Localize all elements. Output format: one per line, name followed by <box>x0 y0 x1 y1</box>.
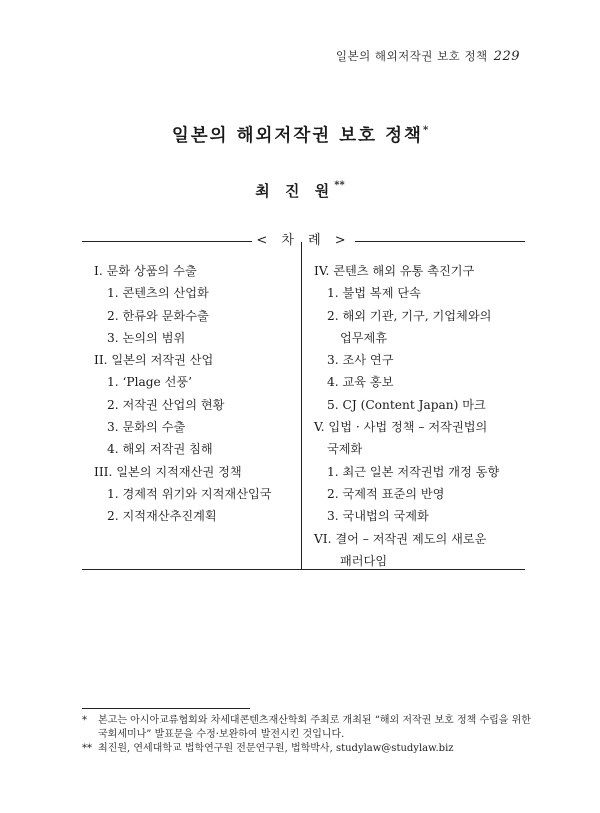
toc-entry: V. 입법 · 사법 정책 – 저작권법의 <box>314 420 488 435</box>
author-name: 최 진 원 <box>255 182 335 200</box>
toc-right-column <box>314 260 499 572</box>
running-head-title: 일본의 해외저작권 보호 정책 <box>335 49 488 63</box>
toc-entry: 국제화 <box>327 442 363 457</box>
toc-entry: 2. 저작권 산업의 현황 <box>107 397 225 412</box>
paper-title <box>0 122 600 147</box>
footnote-2-mark: ** <box>82 743 92 754</box>
footnote-rule <box>82 708 250 709</box>
toc-heading-text: 차 례 <box>281 233 326 248</box>
toc-entry: 업무제휴 <box>340 330 388 345</box>
toc-entry: 3. 국내법의 국제화 <box>327 509 429 524</box>
toc-heading <box>82 232 525 250</box>
footnote-2-text: 최진원, 연세대학교 법학연구원 전문연구원, 법학박사, studylaw@studylaw.biz <box>98 743 454 754</box>
toc-entry: 3. 조사 연구 <box>327 353 394 368</box>
toc-entry: 4. 교육 홍보 <box>327 375 394 390</box>
toc-entry: 5. CJ (Content Japan) 마크 <box>327 397 486 412</box>
toc-entry: 3. 논의의 범위 <box>107 330 186 345</box>
footnote-1 <box>82 714 532 742</box>
author <box>0 180 600 201</box>
footnote-2 <box>82 742 532 756</box>
toc-entry: 2. 국제적 표준의 반영 <box>327 486 445 501</box>
running-head <box>336 48 520 64</box>
toc-entry: 1. 불법 복제 단속 <box>327 286 421 301</box>
toc-left-column <box>94 260 272 528</box>
toc-entry: VI. 결어 – 저작권 제도의 새로운 <box>314 531 487 546</box>
table-of-contents <box>82 233 525 570</box>
toc-entry: II. 일본의 저작권 산업 <box>94 353 214 368</box>
toc-entry: 2. 지적재산추진계획 <box>107 509 217 524</box>
footnote-1-text: 본고는 아시아교류협회와 차세대콘텐츠재산학회 주최로 개최된 “해외 저작권 보호 정책 수립을 위한 국회세미나” 발표문을 수정·보완하여 발전시킨 것입니다. <box>98 715 531 740</box>
toc-entry: 1. 경제적 위기와 지적재산입국 <box>107 486 272 501</box>
footnote-1-mark: * <box>82 715 87 726</box>
toc-right-bracket-icon: > <box>334 233 351 248</box>
toc-left-bracket-icon: < <box>256 233 273 248</box>
toc-entry: 1. 최근 일본 저작권법 개정 동향 <box>327 464 500 479</box>
paper-title-text: 일본의 해외저작권 보호 정책 <box>171 126 423 146</box>
toc-entry: IV. 콘텐츠 해외 유통 촉진기구 <box>314 264 475 278</box>
toc-column-divider <box>301 242 302 569</box>
toc-entry: 1. ‘Plage 선풍’ <box>107 375 193 390</box>
title-footnote-mark: * <box>422 125 429 136</box>
toc-entry: I. 문화 상품의 수출 <box>94 264 197 278</box>
toc-entry: 2. 해외 기관, 기구, 기업체와의 <box>327 308 492 323</box>
toc-entry: 4. 해외 저작권 침해 <box>107 442 213 457</box>
toc-entry: 패러다임 <box>340 553 388 568</box>
toc-entry: 2. 한류와 문화수출 <box>107 308 209 323</box>
footnotes <box>82 714 532 756</box>
author-footnote-mark: ** <box>334 180 345 191</box>
toc-entry: III. 일본의 지적재산권 정책 <box>94 464 242 479</box>
page-number: 229 <box>493 49 520 64</box>
toc-entry: 1. 콘텐츠의 산업화 <box>107 286 209 301</box>
toc-entry: 3. 문화의 수출 <box>107 420 186 435</box>
